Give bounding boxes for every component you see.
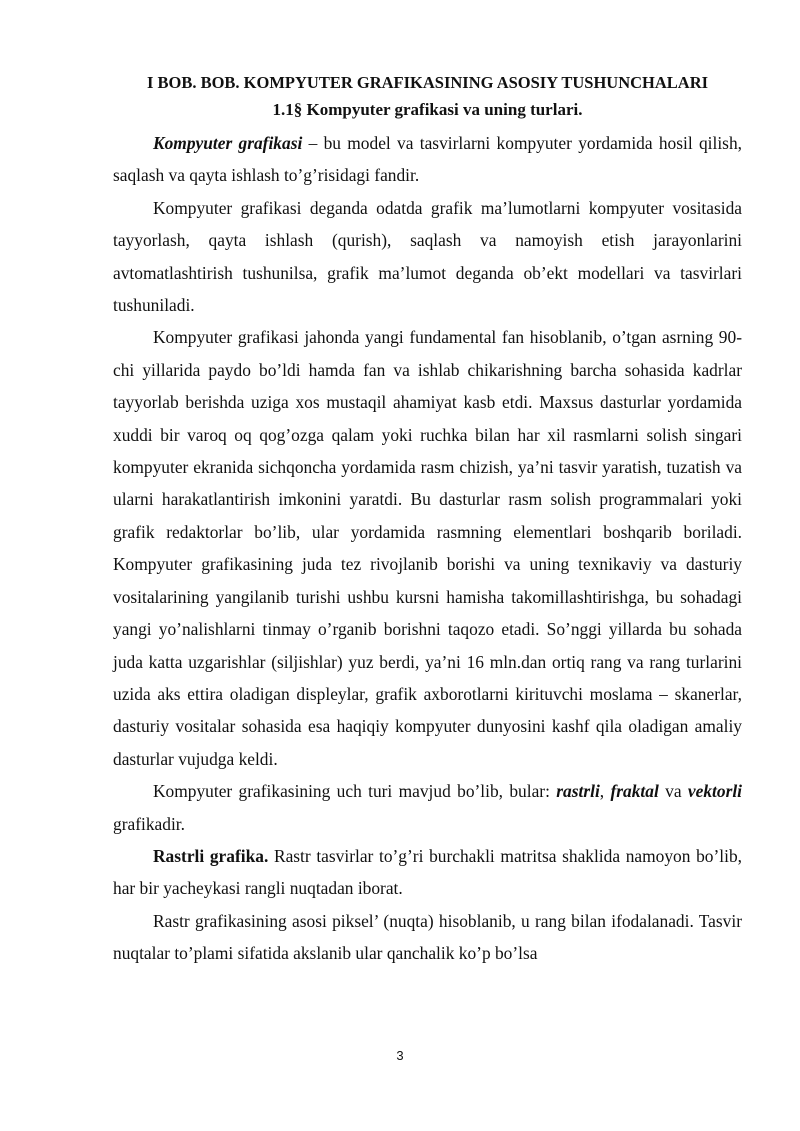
paragraph-types [113,775,742,840]
types-sep-1: , [599,781,611,802]
definition-text: – bu model va tasvirlarni kompyuter yordamida hosil qilish, saqlash va qayta ishlash to’g’risidagi fandir. [113,133,742,186]
page-number: 3 [396,1048,404,1063]
type-vektorli: vektorli [687,781,742,802]
paragraph-concept: Kompyuter grafikasi deganda odatda grafik ma’lumotlarni kompyuter vositasida tayyorlash, qayta ishlash (qurish), saqlash va namoyish etish jarayonlarini avtomatlashtirish tushunilsa, grafik ma’lumot deganda ob’ekt modellari va tasvirlari tushuniladi. [113,197,742,316]
raster-definition-text: Rastr tasvirlar to’g’ri burchakli matritsa shaklida namoyon bo’lib, har bir yacheykasi rangli nuqtadan iborat. [113,845,742,899]
type-rastrli: rastrli [556,781,600,802]
paragraph-definition [113,127,742,192]
type-fraktal: fraktal [610,781,659,802]
paragraph-pixel: Rastr grafikasining asosi piksel’ (nuqta) hisoblanib, u rang bilan ifodalanadi. Tasvir nuqtalar to’plami sifatida akslanib ular qanchalik ko’p bo’lsa [113,910,742,964]
paragraph-raster [113,840,742,905]
document-page [113,72,742,970]
types-sep-2: va [658,781,688,802]
term-rastrli-grafika: Rastrli grafika. [153,845,269,866]
section-title: 1.1§ Kompyuter grafikasi va uning turlari. [272,100,583,119]
chapter-title: I BOB. BOB. KOMPYUTER GRAFIKASINING ASOSIY TUSHUNCHALARI [146,73,709,92]
types-tail: grafikadir. [113,813,185,834]
types-lead: Kompyuter grafikasining uch turi mavjud bo’lib, bular: [153,781,557,802]
term-kompyuter-grafikasi: Kompyuter grafikasi [153,133,303,153]
paragraph-history: Kompyuter grafikasi jahonda yangi fundamental fan hisoblanib, o’tgan asrning 90-chi yillarida paydo bo’ldi hamda fan va ishlab chikarishning barcha sohasida kadrlar tayyorlab berishda uziga xos mustaqil ahamiyat kasb etdi. Maxsus dasturlar yordamida xuddi bir varoq oq qog’ozga qalam yoki ruchka bilan har xil rasmlarni solish singari kompyuter ekranida sichqoncha yordamida rasm chizish, ya’ni tasvir yaratish, tuzatish va ularni harakatlantirish imkonini yaratdi. Bu dasturlar rasm solish programmalari yoki grafik redaktorlar bo’lib, ular yordamida rasmning elementlari boshqarib boriladi. Kompyuter grafikasining juda tez rivojlanib borishi va uning texnikaviy va dasturiy vositalarining yangilanib turishi ushbu kursni hamisha takomillashtirishga, bu sohadagi yangi yo’nalishlarni tinmay o’rganib borishni taqozo etadi. So’nggi yillarda bu sohada juda katta uzgarishlar (siljishlar) yuz berdi, ya’ni 16 mln.dan ortiq rang va rang turlarini uzida aks ettira oladigan displeylar, grafik axborotlarni kirituvchi moslama – skanerlar, dasturiy vositalar sohasida esa haqiqiy kompyuter dunyosini kashf qila oladigan amaliy dasturlar vujudga keldi. [113,327,742,769]
